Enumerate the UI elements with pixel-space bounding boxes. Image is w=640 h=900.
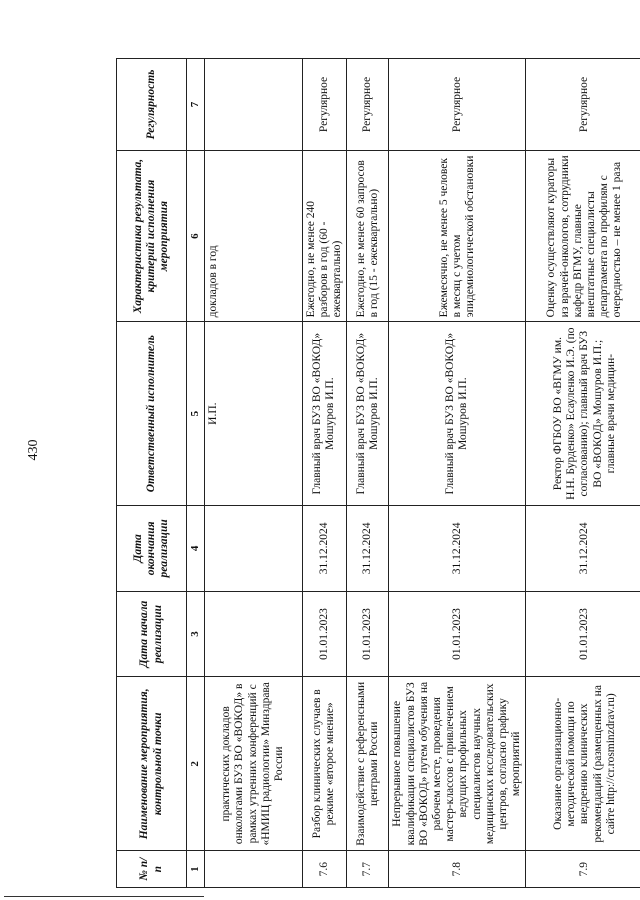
row-num: 7.9: [526, 851, 640, 888]
row-end-date: 31.12.2024: [389, 505, 526, 591]
footnote-rule: [4, 896, 204, 897]
column-number: 3: [187, 591, 205, 677]
row-result: Ежемесячно, не менее 5 человек в месяц с учетом эпидемиологической обстановки: [389, 150, 526, 321]
row-responsible: Главный врач БУЗ ВО «ВОКОД» Мошуров И.П.: [302, 322, 347, 506]
row-end-date: 31.12.2024: [302, 505, 347, 591]
column-number: 6: [187, 150, 205, 321]
row-start-date: 01.01.2023: [302, 591, 347, 677]
page-number: 430: [26, 439, 41, 461]
header-start-date: Дата начала реализации: [117, 591, 187, 677]
table-row: [389, 59, 526, 888]
row-end-date: 31.12.2024: [347, 505, 389, 591]
column-number-row: [187, 59, 205, 888]
row-end-date: [204, 505, 302, 591]
row-num: 7.7: [347, 851, 389, 888]
column-number: 4: [187, 505, 205, 591]
header-regularity: Регулярность: [117, 59, 187, 151]
header-result: Характеристика результата, критерий исполнения мероприятия: [117, 150, 187, 321]
table-row: [347, 59, 389, 888]
row-start-date: 01.01.2023: [526, 591, 640, 677]
row-name: Оказание организационно-методической помощи по внедрению клинических рекомендаций (размещенных на сайте http://cr.rosminzdrav.ru): [526, 677, 640, 851]
table-row: [204, 59, 302, 888]
header-name: Наименование мероприятия, контрольной точки: [117, 677, 187, 851]
column-number: 1: [187, 851, 205, 888]
row-start-date: [204, 591, 302, 677]
header-end-date: Дата окончания реализации: [117, 505, 187, 591]
table-row: [526, 59, 640, 888]
row-num: 7.8: [389, 851, 526, 888]
row-regularity: Регулярное: [389, 59, 526, 151]
row-result: Ежегодно, не менее 240 разборов в год (60 - ежеквартально): [302, 150, 347, 321]
row-start-date: 01.01.2023: [347, 591, 389, 677]
column-number: 5: [187, 322, 205, 506]
row-result: Оценку осуществляют кураторы из врачей-онкологов, сотрудники кафедр ВГМУ, главные внештатные специалисты департамента по профилям с очередностью – не менее 1 раза: [526, 150, 640, 321]
rotated-table-container: [116, 58, 628, 888]
row-responsible: Главный врач БУЗ ВО «ВОКОД» Мошуров И.П.: [389, 322, 526, 506]
row-num: [204, 851, 302, 888]
row-name: Разбор клинических случаев в режиме «второе мнение»: [302, 677, 347, 851]
header-num: № п/п: [117, 851, 187, 888]
row-regularity: Регулярное: [347, 59, 389, 151]
row-name: Взаимодействие с референсными центрами России: [347, 677, 389, 851]
row-regularity: Регулярное: [526, 59, 640, 151]
row-regularity: Регулярное: [302, 59, 347, 151]
row-name: Непрерывное повышение квалификации специалистов БУЗ ВО «ВОКОД» путем обучения на рабочем месте, проведения мастер-классов с привлечением ведущих профильных специалистов научных медицинских исследовательских центров, согласно графику мероприятий: [389, 677, 526, 851]
row-responsible: И.П.: [204, 322, 302, 506]
row-start-date: 01.01.2023: [389, 591, 526, 677]
header-row: [117, 59, 187, 888]
header-responsible: Ответственный исполнитель: [117, 322, 187, 506]
row-responsible: Ректор ФГБОУ ВО «ВГМУ им. Н.Н. Бурденко» Есауленко И.Э. (по согласованию); главный врач БУЗ ВО «ВОКОД» Мошуров И.П.; главные врачи медицин-: [526, 322, 640, 506]
row-responsible: Главный врач БУЗ ВО «ВОКОД» Мошуров И.П.: [347, 322, 389, 506]
action-plan-table: [116, 58, 640, 888]
row-regularity: [204, 59, 302, 151]
row-end-date: 31.12.2024: [526, 505, 640, 591]
table-row: [302, 59, 347, 888]
row-num: 7.6: [302, 851, 347, 888]
row-result: Ежегодно, не менее 60 запросов в год (15 - ежеквартально): [347, 150, 389, 321]
row-result: докладов в год: [204, 150, 302, 321]
row-name: практических докладов онкологами БУЗ ВО «ВОКОД» в рамках утренних конференций с «НМИЦ радиологии» Минздрава России: [204, 677, 302, 851]
column-number: 7: [187, 59, 205, 151]
column-number: 2: [187, 677, 205, 851]
